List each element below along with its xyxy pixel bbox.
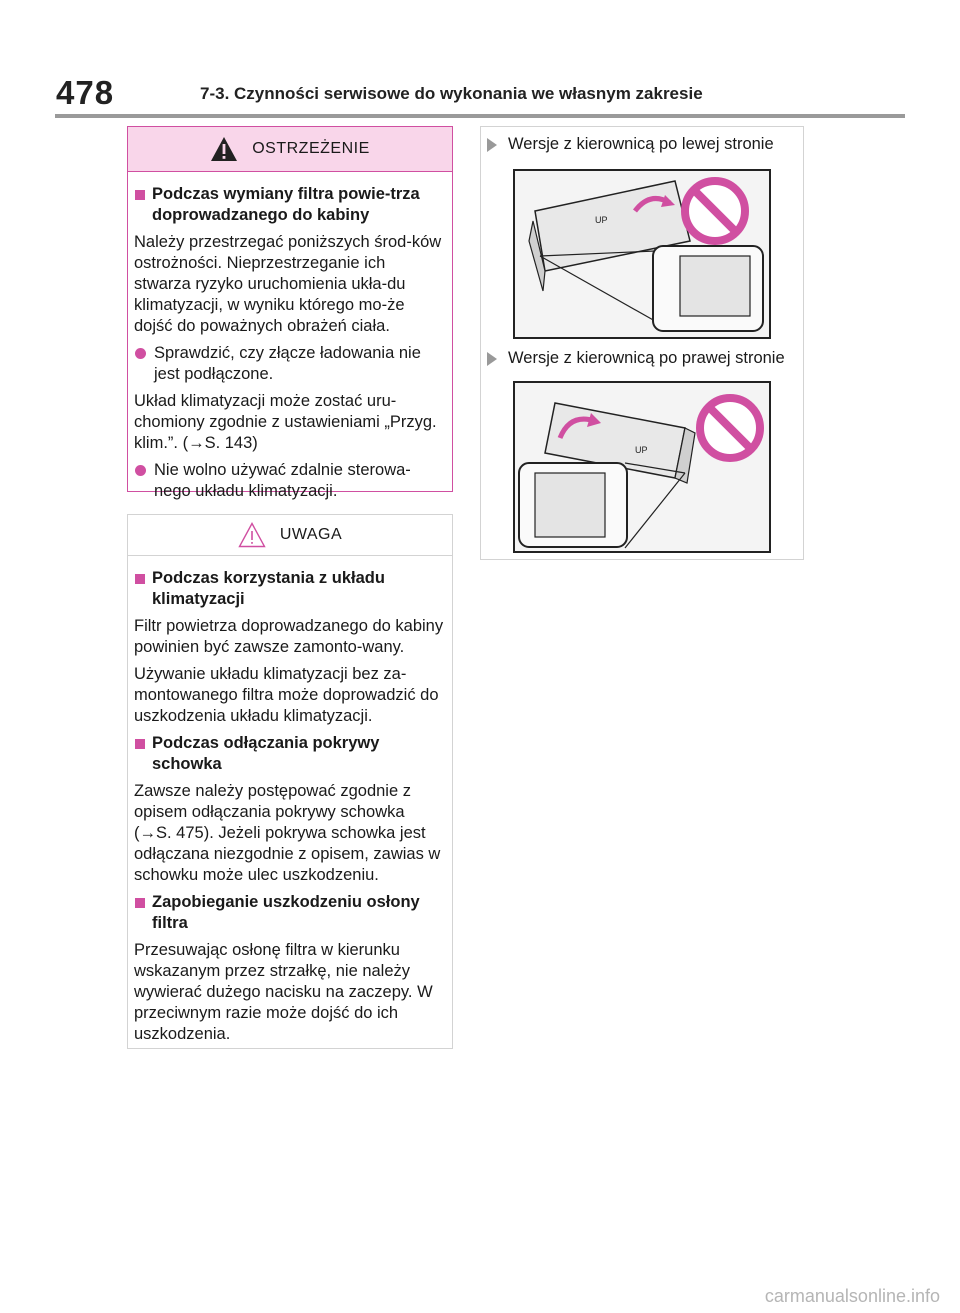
caution-header (128, 515, 452, 556)
circle-bullet-icon (135, 348, 146, 359)
warning-box (127, 126, 453, 500)
watermark: carmanualsonline.info (764, 1286, 940, 1306)
caption-arrow-icon (487, 352, 497, 366)
square-bullet-icon (135, 739, 145, 749)
warning-bullet: Nie wolno używać zdalnie sterowa-nego układu klimatyzacji. (134, 460, 444, 502)
caution-triangle-icon (238, 522, 266, 548)
illustrations-box (480, 126, 804, 560)
warning-subheading: Podczas wymiany filtra powie-trza doprowadzanego do kabiny (134, 184, 444, 226)
square-bullet-icon (135, 898, 145, 908)
filter-up-label: UP (635, 445, 648, 455)
caution-subheading: Podczas odłączania pokrywy schowka (134, 733, 444, 775)
rhd-caption: Wersje z kierownicą po prawej stronie (487, 349, 785, 368)
square-bullet-icon (135, 190, 145, 200)
warning-triangle-icon (210, 136, 238, 162)
warning-paragraph: Układ klimatyzacji może zostać uru-chomiony zgodnie z ustawieniami „Przyg. klim.”. (→S. 143) (134, 392, 437, 452)
caution-subheading: Zapobieganie uszkodzeniu osłony filtra (134, 892, 444, 934)
caution-subheading: Podczas korzystania z układu klimatyzacji (134, 568, 444, 610)
section-title: 7-3. Czynności serwisowe do wykonania we własnym zakresie (200, 84, 703, 103)
caution-title: UWAGA (279, 526, 343, 543)
warning-bullet: Sprawdzić, czy złącze ładowania nie jest podłączone. (134, 343, 444, 385)
caution-paragraph: Filtr powietrza doprowadzanego do kabiny powinien być zawsze zamonto-wany. (134, 617, 444, 656)
header-rule (55, 114, 905, 118)
caution-paragraph: Zawsze należy postępować zgodnie z opisem odłączania pokrywy schowka (→S. 475). Jeżeli pokrywa schowka jest odłączana niezgodnie z opisem, zawias w schowku może ulec uszkodzeniu. (134, 782, 441, 884)
lhd-filter-drawing (515, 171, 769, 337)
warning-paragraph: Należy przestrzegać poniższych środ-ków ostrożności. Nieprzestrzeganie ich stwarza ryzyko uruchomienia ukła-du klimatyzacji, w wyniku którego mo-że dojść do poważnych obrażeń ciała. (134, 233, 442, 335)
caption-arrow-icon (487, 138, 497, 152)
caution-paragraph: Przesuwając osłonę filtra w kierunku wskazanym przez strzałkę, nie należy wywierać dużego nacisku na zaczepy. W przeciwnym razie może dojść do ich uszkodzenia. (134, 941, 433, 1043)
lhd-caption: Wersje z kierownicą po lewej stronie (487, 135, 774, 154)
circle-bullet-icon (135, 465, 146, 476)
rhd-filter-drawing (515, 383, 769, 551)
filter-up-label: UP (595, 215, 608, 225)
warning-title: OSTRZEŻENIE (252, 140, 370, 157)
warning-header (128, 127, 452, 172)
page-number: 478 (56, 74, 115, 111)
rhd-filter-illustration (513, 381, 771, 553)
caution-box (127, 514, 453, 1049)
lhd-filter-illustration (513, 169, 771, 339)
square-bullet-icon (135, 574, 145, 584)
caution-paragraph: Używanie układu klimatyzacji bez za-montowanego filtra może doprowadzić do uszkodzenia układu klimatyzacji. (134, 665, 439, 725)
